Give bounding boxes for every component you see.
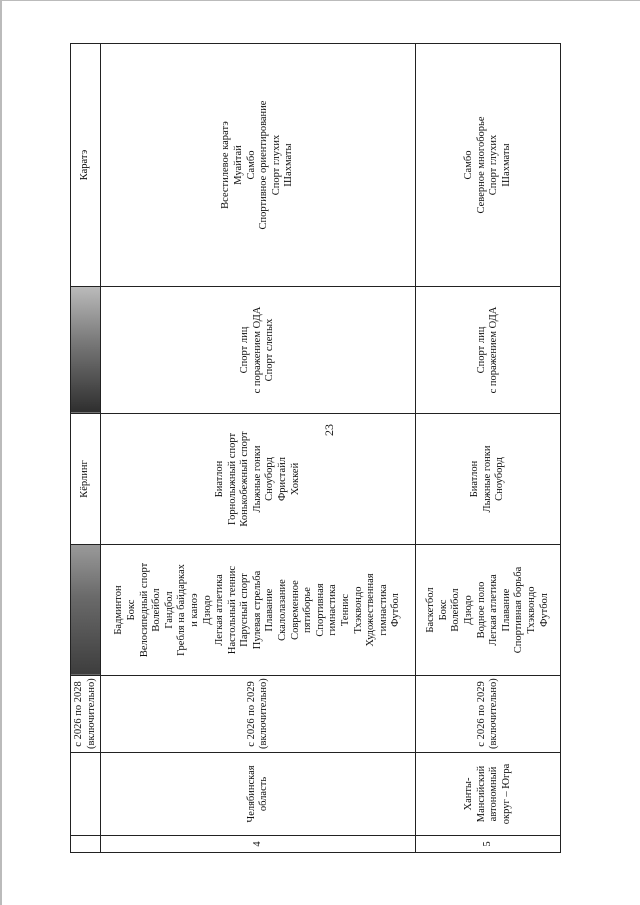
sport-name: Художественная (365, 573, 377, 647)
header-adapt-cell (71, 287, 101, 414)
sports-table-rotated (70, 43, 550, 853)
header-num-cell (71, 836, 101, 853)
sport-name: Волейбол (450, 588, 462, 632)
sport-name: Спорт глухих (270, 134, 282, 196)
sport-name: Биатлон (214, 460, 226, 498)
sport-name: Водное поло (475, 581, 487, 639)
summer-sports-list (101, 545, 416, 676)
page-number: 23 (322, 424, 336, 436)
sport-name: Бадминтон (113, 585, 125, 635)
header-summer-cell (71, 545, 101, 676)
sport-name: Бокс (125, 599, 137, 621)
table-row (101, 44, 416, 853)
sport-name: Сноуборд (494, 457, 506, 501)
sport-name: Биатлон (469, 460, 481, 498)
sport-name: Бокс (437, 599, 449, 621)
other-sports-list (416, 44, 561, 287)
period-text: с 2026 по 2029 (включительно) (101, 676, 416, 753)
sport-name: Дзюдо (463, 595, 474, 625)
region-name: Челябинская область (101, 753, 416, 836)
other-sports-list (101, 44, 416, 287)
sport-name: Тхэквондо (352, 586, 364, 634)
sport-name: Современное (289, 580, 301, 640)
sport-name: Горнолыжный спорт (226, 432, 238, 526)
header-other-cell: Каратэ (71, 44, 101, 287)
sport-name: Спортивная (314, 583, 326, 637)
sport-name: Шахматы (500, 143, 512, 187)
header-period-cell: с 2026 по 2028 (включительно) (71, 676, 101, 753)
sport-name: Северное многоборье (475, 116, 487, 214)
sport-name: и каноэ (188, 593, 200, 627)
table-header-row (71, 44, 101, 853)
period-text: с 2026 по 2029 (включительно) (416, 676, 561, 753)
sport-name: Плавание (264, 588, 276, 632)
header-region-cell (71, 753, 101, 836)
sport-name: Спорт лиц (239, 326, 251, 374)
sport-name: с поражением ОДА (488, 306, 500, 394)
header-winter-cell: Кёрлинг (71, 414, 101, 545)
sport-name: Хоккей (289, 462, 301, 496)
sport-name: Парусный спорт (239, 573, 251, 647)
sport-name: Фристайл (277, 456, 289, 502)
sport-name: Теннис (340, 593, 352, 627)
sport-name: Футбол (538, 593, 550, 627)
sport-name: Футбол (390, 593, 402, 627)
sport-name: Муайтай (233, 145, 244, 185)
sport-name: Спорт лиц (475, 326, 487, 374)
sport-name: Волейбол (151, 588, 163, 632)
sport-name: Легкая атлетика (488, 574, 500, 646)
sport-name: Самбо (463, 150, 474, 180)
adaptive-sports-list (101, 287, 416, 414)
sport-name: Тхэквондо (525, 586, 537, 634)
sport-name: гимнастика (327, 584, 339, 636)
sport-name: Сноуборд (264, 457, 276, 501)
region-name: Ханты-Мансийский автономный округ – Югра (416, 753, 561, 836)
sport-name: Скалолазание (277, 579, 289, 641)
sport-name: Спортивная борьба (513, 566, 525, 654)
sport-name: Всестилевое каратэ (220, 121, 232, 209)
scan-edge-top (0, 0, 640, 1)
winter-sports-list (416, 414, 561, 545)
sport-name: Спорт слепых (264, 318, 276, 382)
sport-name: Гандбол (163, 591, 175, 629)
sport-name: с поражением ОДА (251, 306, 263, 394)
sport-name: Шахматы (283, 143, 295, 187)
sport-name: Баскетбол (425, 587, 437, 633)
summer-sports-list (416, 545, 561, 676)
sport-name: Пулевая стрельба (251, 570, 263, 650)
sport-name: пятиборье (302, 587, 314, 633)
sport-name: Велосипедный спорт (138, 562, 150, 658)
sport-name: гимнастика (377, 584, 389, 636)
sport-name: Плавание (500, 588, 512, 632)
row-number: 4 (101, 836, 416, 853)
sport-name: Самбо (245, 150, 257, 180)
sports-table (70, 43, 561, 853)
winter-sports-list (101, 414, 416, 545)
sport-name: Спортивное ориентирование (258, 100, 270, 230)
sport-name: Настольный теннис (226, 565, 238, 655)
sport-name: Лыжные гонки (481, 445, 493, 513)
table-row (416, 44, 561, 853)
sport-name: Легкая атлетика (214, 574, 226, 646)
sport-name: Лыжные гонки (251, 445, 263, 513)
sport-name: Дзюдо (201, 595, 213, 625)
scan-edge-left (0, 0, 2, 905)
row-number: 5 (416, 836, 561, 853)
sport-name: Спорт глухих (488, 134, 500, 196)
sport-name: Гребля на байдарках (176, 564, 188, 656)
adaptive-sports-list (416, 287, 561, 414)
sport-name: Конькобежный спорт (239, 431, 251, 527)
